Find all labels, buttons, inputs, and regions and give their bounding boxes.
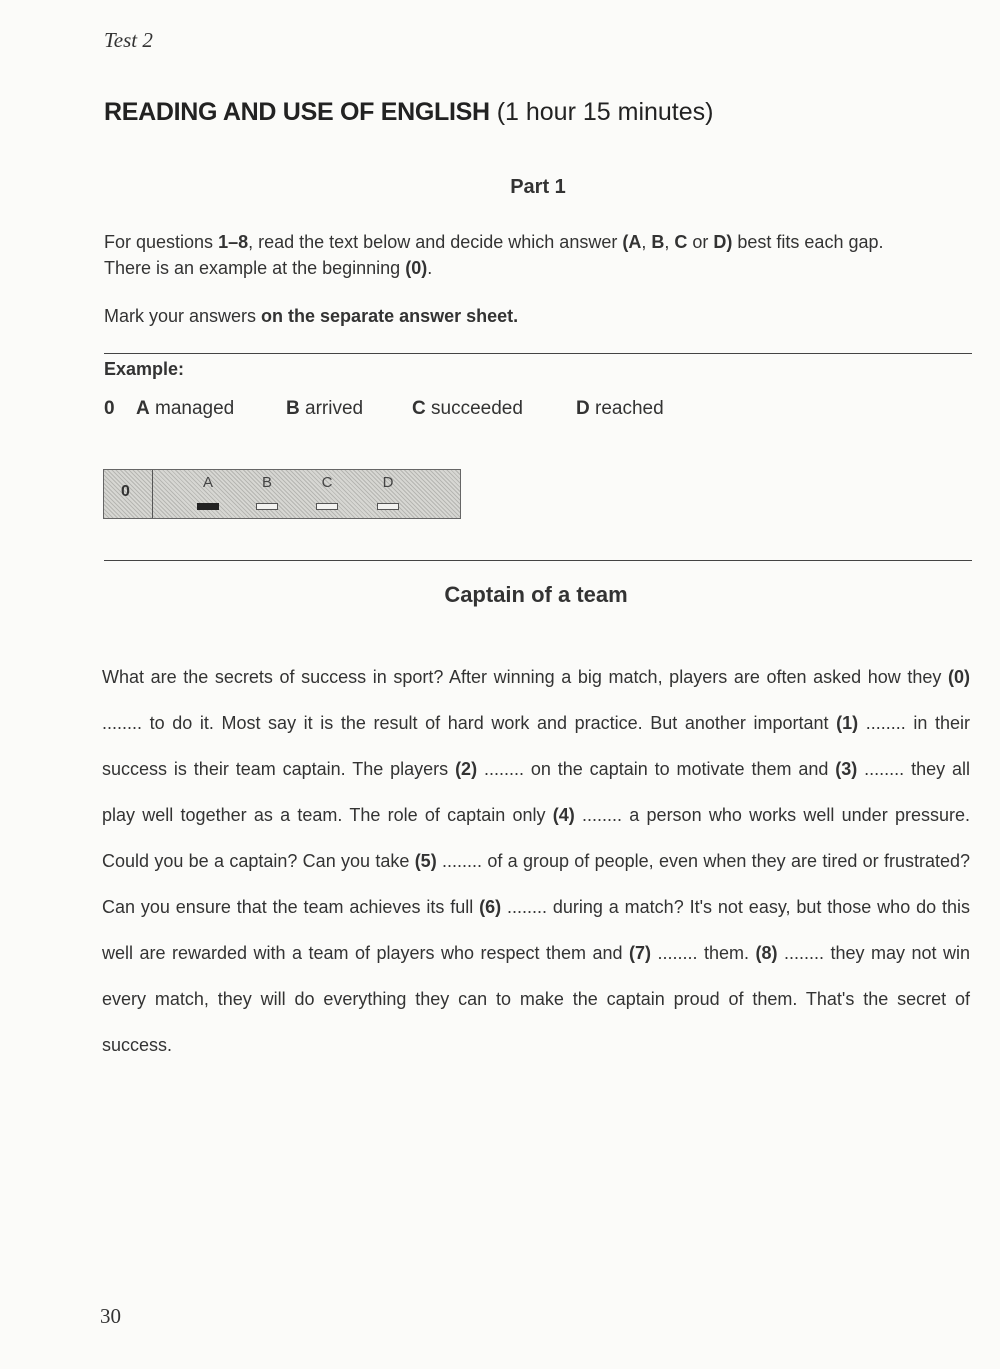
example-answer-grid <box>103 469 461 519</box>
gap-1: (1) <box>836 713 859 733</box>
example-option-c: C succeeded <box>412 398 523 419</box>
section-heading-duration: (1 hour 15 minutes) <box>496 98 714 126</box>
example-option-a: A managed <box>136 398 235 419</box>
gap-8: (8) <box>755 943 778 963</box>
answer-grid-letter-d: D <box>382 474 394 491</box>
section-heading <box>104 98 713 127</box>
instructions-line-2: There is an example at the beginning (0). <box>104 258 433 278</box>
gap-7: (7) <box>629 943 652 963</box>
part-title: Part 1 <box>510 176 566 198</box>
top-divider <box>104 353 972 354</box>
answer-grid-number: 0 <box>121 483 130 500</box>
gap-0: (0) <box>948 667 970 687</box>
example-number: 0 <box>104 398 115 419</box>
example-option-d: D reached <box>576 398 664 419</box>
text-title: Captain of a team <box>444 582 628 607</box>
answer-lozenge-c[interactable] <box>316 503 338 510</box>
example-option-b: B arrived <box>286 398 364 419</box>
answer-lozenge-a[interactable] <box>197 503 219 510</box>
instructions-line-1: For questions 1–8, read the text below and decide which answer (A, B, C or D) best fits each gap. <box>104 232 884 252</box>
gap-5: (5) <box>414 851 437 871</box>
answer-grid-letter-a: A <box>202 474 213 491</box>
section-heading-title: READING AND USE OF ENGLISH <box>104 98 490 126</box>
answer-lozenge-b[interactable] <box>256 503 278 510</box>
mark-answers-instruction: Mark your answers on the separate answer sheet. <box>104 306 519 326</box>
answer-lozenge-d[interactable] <box>377 503 399 510</box>
bottom-divider <box>104 560 972 561</box>
answer-grid-divider <box>152 470 153 518</box>
gap-2: (2) <box>455 759 478 779</box>
instructions <box>104 229 984 281</box>
passage: What are the secrets of success in sport? After winning a big match, players are often asked how they (0) ........ to do it. Most say it is the result of hard work and practice. But another important (1) ........ in their success is their team captain. The players (2) ........ on the captain to motivate them and (3) ........ they all play well together as a team. The role of captain only (4) ........ a person who works well under pressure. Could you be a captain? Can you take (5) ........ of a group of people, even when they are tired or frustrated? Can you ensure that the team achieves its full (6) ........ during a match? It's not easy, but those who do this well are rewarded with a team of players who respect them and (7) ........ them. (8) ........ they may not win every match, they will do everything they can to make the captain proud of them. That's the secret of success. <box>102 667 971 1055</box>
gap-4: (4) <box>552 805 575 825</box>
running-head: Test 2 <box>104 28 153 52</box>
gap-6: (6) <box>479 897 502 917</box>
page-number: 30 <box>100 1304 121 1328</box>
gap-3: (3) <box>835 759 858 779</box>
answer-grid-letter-c: C <box>321 474 333 491</box>
example-label: Example: <box>104 359 185 379</box>
answer-grid-letter-b: B <box>261 474 272 491</box>
